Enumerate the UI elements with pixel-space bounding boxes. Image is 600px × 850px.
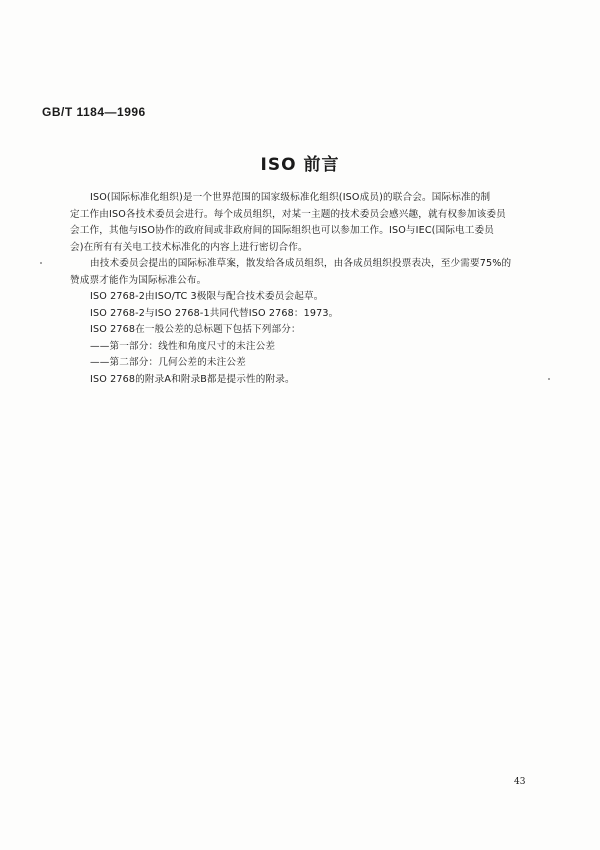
- paragraph-line: 由技术委员会提出的国际标准草案，散发给各成员组织，由各成员组织投票表决，至少需要75%的: [90, 258, 512, 269]
- paragraph-line: ISO(国际标准化组织)是一个世界范围的国家级标准化组织(ISO成员)的联合会。国际标准的制: [90, 192, 491, 203]
- paragraph-line: 会工作，其他与ISO协作的政府间或非政府间的国际组织也可以参加工作。ISO与IEC(国际电工委员: [70, 225, 495, 236]
- standard-number: GB/T 1184—1996: [42, 105, 146, 119]
- scan-speck: [40, 262, 42, 264]
- page-title: ISO 前言: [260, 155, 340, 175]
- paragraph-line: ISO 2768-2与ISO 2768-1共同代替ISO 2768：1973。: [90, 307, 339, 319]
- preface-body: [70, 190, 545, 388]
- list-item: ——第一部分：线性和角度尺寸的未注公差: [90, 340, 276, 352]
- paragraph-line: ISO 2768的附录A和附录B都是提示性的附录。: [90, 373, 295, 385]
- paragraph-line: 会)在所有有关电工技术标准化的内容上进行密切合作。: [70, 241, 308, 253]
- scan-speck: [548, 378, 550, 380]
- paragraph-line: ISO 2768在一般公差的总标题下包括下列部分：: [90, 324, 301, 335]
- paragraph-line: ISO 2768-2由ISO/TC 3极限与配合技术委员会起草。: [90, 291, 324, 302]
- paragraph-line: 定工作由ISO各技术委员会进行。每个成员组织，对某一主题的技术委员会感兴趣，就有权参加该委员: [70, 208, 506, 220]
- list-item: ——第二部分：几何公差的未注公差: [90, 357, 246, 368]
- page-number: 43: [514, 777, 526, 787]
- paragraph-line: 赞成票才能作为国际标准公布。: [70, 274, 207, 286]
